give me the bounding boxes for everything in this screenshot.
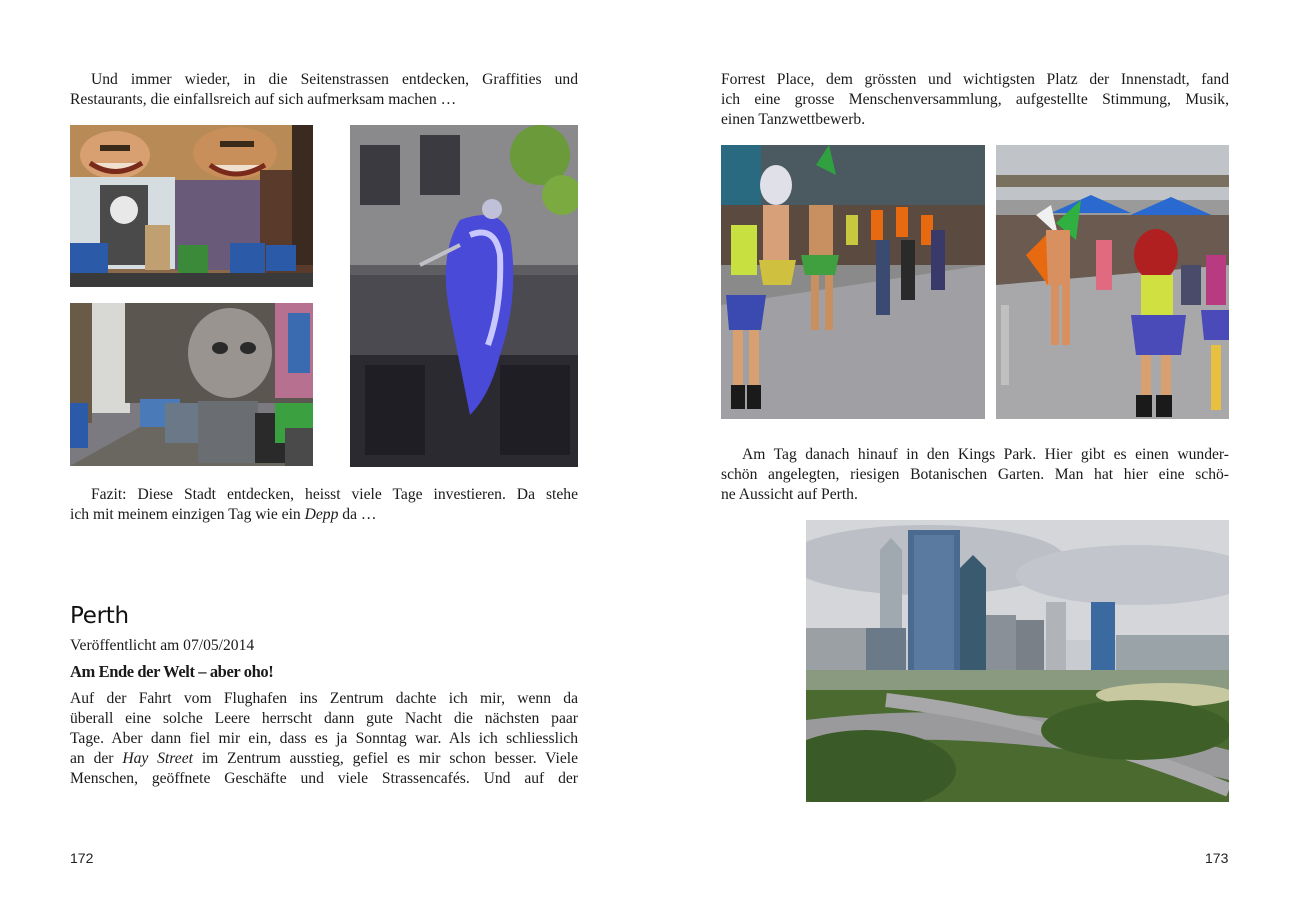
kings-line-1: Am Tag danach hinauf in den Kings Park. Hier gibt es einen wunder- <box>742 446 1229 463</box>
perth-skyline-photo <box>806 520 1229 802</box>
page-number-right: 173 <box>1205 850 1229 866</box>
intro-line-2: Restaurants, die einfallsreich auf sich aufmerksam machen … <box>70 91 457 108</box>
kings-park-paragraph <box>721 445 1229 505</box>
fazit-line-1: Fazit: Diese Stadt entdecken, heisst viele Tage investieren. Da stehe <box>91 486 578 503</box>
article-subtitle: Am Ende der Welt – aber oho! <box>70 662 274 681</box>
body-text-b: im Zentrum ausstieg, gefiel es mir schon besser. Viele <box>192 750 578 767</box>
body-italic-hay-street: Hay Street <box>122 750 193 767</box>
fazit-italic-depp: Depp <box>304 506 339 523</box>
published-date: Veröffentlicht am 07/05/2014 <box>70 637 255 654</box>
body-line-5: Menschen, geöffnete Geschäfte und viele Strassencafés. Und auf der <box>70 770 578 787</box>
kings-line-3: ne Aussicht auf Perth. <box>721 486 858 503</box>
intro-paragraph <box>70 70 578 110</box>
page-number-left: 172 <box>70 850 94 866</box>
forrest-line-3: einen Tanzwettbewerb. <box>721 111 866 128</box>
forrest-line-1: Forrest Place, dem grössten und wichtigsten Platz der Innenstadt, fand <box>721 71 1229 88</box>
body-line-3: Tage. Aber dann fiel mir ein, dass es ja Sonntag war. Als ich schliesslich <box>70 730 578 747</box>
kings-line-2: schön angelegten, riesigen Botanischen Garten. Man hat hier eine schö- <box>721 466 1229 483</box>
forrest-paragraph <box>721 70 1229 130</box>
fazit-line-2 <box>70 505 578 525</box>
body-line-4 <box>70 749 578 769</box>
fazit-text-a: ich mit meinem einzigen Tag wie ein <box>70 506 305 523</box>
forrest-line-2: ich eine grosse Menschenversammlung, aufgestellte Stimmung, Musik, <box>721 91 1229 108</box>
graffiti-wall-photo <box>70 125 313 287</box>
dancers-photo-right <box>996 145 1229 419</box>
laneway-bins-photo <box>70 303 313 466</box>
intro-line-1: Und immer wieder, in die Seitenstrassen entdecken, Graffities und <box>91 71 578 88</box>
perth-body-paragraph <box>70 689 578 789</box>
body-line-2: überall eine solche Leere herrscht dann gute Nacht die nächsten paar <box>70 710 578 727</box>
fazit-text-b: da … <box>338 506 377 523</box>
body-text-a: an der <box>70 750 123 767</box>
sculpture-building-photo <box>350 125 578 467</box>
body-line-1: Auf der Fahrt vom Flughafen ins Zentrum dachte ich mir, wenn da <box>70 690 578 707</box>
fazit-paragraph <box>70 485 578 525</box>
section-title: Perth <box>70 603 129 629</box>
dancers-photo-left <box>721 145 985 419</box>
